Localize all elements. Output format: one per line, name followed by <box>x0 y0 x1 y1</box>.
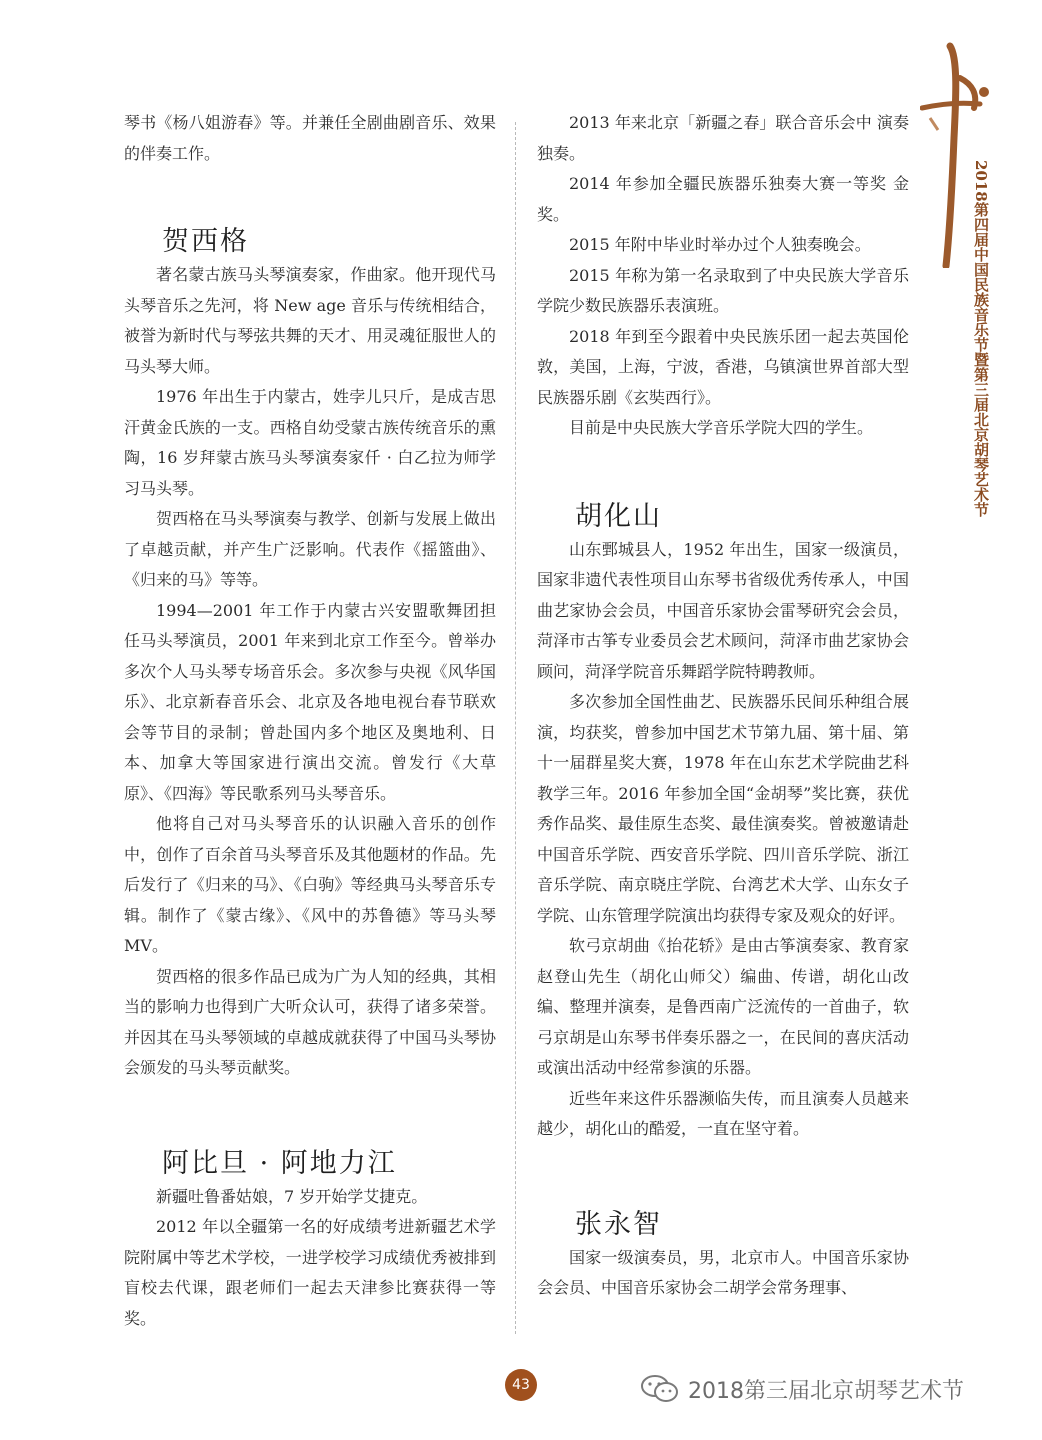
side-title: 2018第四届中国民族音乐节暨第三届北京胡琴艺术节 <box>972 160 990 517</box>
section-heading: 阿比旦 · 阿地力江 <box>162 1147 397 1179</box>
column-divider <box>515 122 516 1334</box>
paragraph: 2015 年附中毕业时举办过个人独奏晚会。 <box>569 235 871 254</box>
paragraph: 2013 年来北京「新疆之春」联合音乐会中 演奏独奏。 <box>537 113 909 163</box>
wechat-icon <box>640 1374 680 1404</box>
paragraph: 目前是中央民族大学音乐学院大四的学生。 <box>569 418 874 437</box>
paragraph: 多次参加全国性曲艺、民族器乐民间乐种组合展演，均获奖，曾参加中国艺术节第九届、第十届、第十一届群星奖大赛，1978 年在山东艺术学院曲艺科教学三年。2016 年参加全国“金胡琴”奖比赛，获优秀作品奖、最佳原生态奖、最佳演奏奖。曾被邀请赴中国音乐学院、西安音乐学院、四川音乐学院、浙江音乐学院、南京晓庄学院、台湾艺术大学、山东女子学院、山东管理学院演出均获得专家及观众的好评。 <box>537 692 909 925</box>
section-heading: 贺西格 <box>162 226 249 257</box>
paragraph: 2015 年称为第一名录取到了中央民族大学音乐学院少数民族器乐表演班。 <box>537 265 909 315</box>
paragraph: 2014 年参加全疆民族器乐独奏大赛一等奖 金奖。 <box>537 174 909 224</box>
paragraph: 新疆吐鲁番姑娘，7 岁开始学艾捷克。 <box>156 1186 428 1206</box>
paragraph: 软弓京胡曲《抬花轿》是由古筝演奏家、教育家赵登山先生（胡化山师父）编曲、传谱，胡化山改编、整理并演奏，是鲁西南广泛流传的一首曲子，软弓京胡是山东琴书伴奏乐器之一，在民间的喜庆活动或演出活动中经常参演的乐器。 <box>537 936 909 1077</box>
paragraph: 他将自己对马头琴音乐的认识融入音乐的创作中，创作了百余首马头琴音乐及其他题材的作品。先后发行了《归来的马》、《白驹》等经典马头琴音乐专辑。制作了《蒙古缘》、《风中的苏鲁德》等马头琴 MV。 <box>124 814 496 955</box>
paragraph: 1994—2001 年工作于内蒙古兴安盟歌舞团担任马头琴演员，2001 年来到北京工作至今。曾举办多次个人马头琴专场音乐会。多次参与央视《风华国乐》、北京新春音乐会、北京及各地电视台春节联欢会等节目的录制；曾赴国内多个地区及奥地利、日本、加拿大等国家进行演出交流。曾发行《大草原》、《四海》等民歌系列马头琴音乐。 <box>124 600 496 803</box>
section-heading: 张永智 <box>575 1208 662 1240</box>
paragraph: 贺西格的很多作品已成为广为人知的经典，其相当的影响力也得到广大听众认可，获得了诸多荣誉。并因其在马头琴领域的卓越成就获得了中国马头琴协会颁发的马头琴贡献奖。 <box>124 966 496 1077</box>
left-column <box>124 108 496 1334</box>
paragraph: 1976 年出生于内蒙古，姓孛儿只斤，是成吉思汗黄金氏族的一支。西格自幼受蒙古族传统音乐的熏陶，16 岁拜蒙古族马头琴演奏家仟 · 白乙拉为师学习马头琴。 <box>124 387 496 498</box>
paragraph: 国家一级演奏员，男，北京市人。中国音乐家协会会员、中国音乐家协会二胡学会常务理事、 <box>537 1247 909 1297</box>
section-heading: 胡化山 <box>575 500 662 532</box>
paragraph: 2018 年到至今跟着中央民族乐团一起去英国伦敦，美国，上海，宁波，香港，乌镇演世界首部大型民族器乐剧《玄奘西行》。 <box>537 326 909 407</box>
left-intro-text: 琴书《杨八姐游春》等。并兼任全剧曲剧音乐、效果的伴奏工作。 <box>124 113 496 163</box>
paragraph: 山东鄄城县人，1952 年出生，国家一级演员，国家非遗代表性项目山东琴书省级优秀传承人，中国曲艺家协会会员，中国音乐家协会雷琴研究会会员，菏泽市古筝专业委员会艺术顾问，菏泽市曲艺家协会顾问，菏泽学院音乐舞蹈学院特聘教师。 <box>537 539 909 681</box>
page-number: 43 <box>505 1369 537 1401</box>
watermark-text: 2018第三届北京胡琴艺术节 <box>688 1378 964 1404</box>
right-column <box>537 108 909 1304</box>
paragraph: 贺西格在马头琴演奏与教学、创新与发展上做出了卓越贡献，并产生广泛影响。代表作《摇篮曲》、《归来的马》等等。 <box>124 509 496 589</box>
paragraph: 著名蒙古族马头琴演奏家，作曲家。他开现代马头琴音乐之先河，将 New age 音乐与传统相结合，被誉为新时代与琴弦共舞的天才、用灵魂征服世人的马头琴大师。 <box>124 265 496 376</box>
paragraph: 2012 年以全疆第一名的好成绩考进新疆艺术学院附属中等艺术学校，一进学校学习成绩优秀被排到盲校去代课，跟老师们一起去天津参比赛获得一等奖。 <box>124 1217 496 1328</box>
paragraph: 近些年来这件乐器濒临失传，而且演奏人员越来越少，胡化山的酷爱，一直在坚守着。 <box>537 1088 909 1138</box>
watermark <box>640 1372 964 1406</box>
